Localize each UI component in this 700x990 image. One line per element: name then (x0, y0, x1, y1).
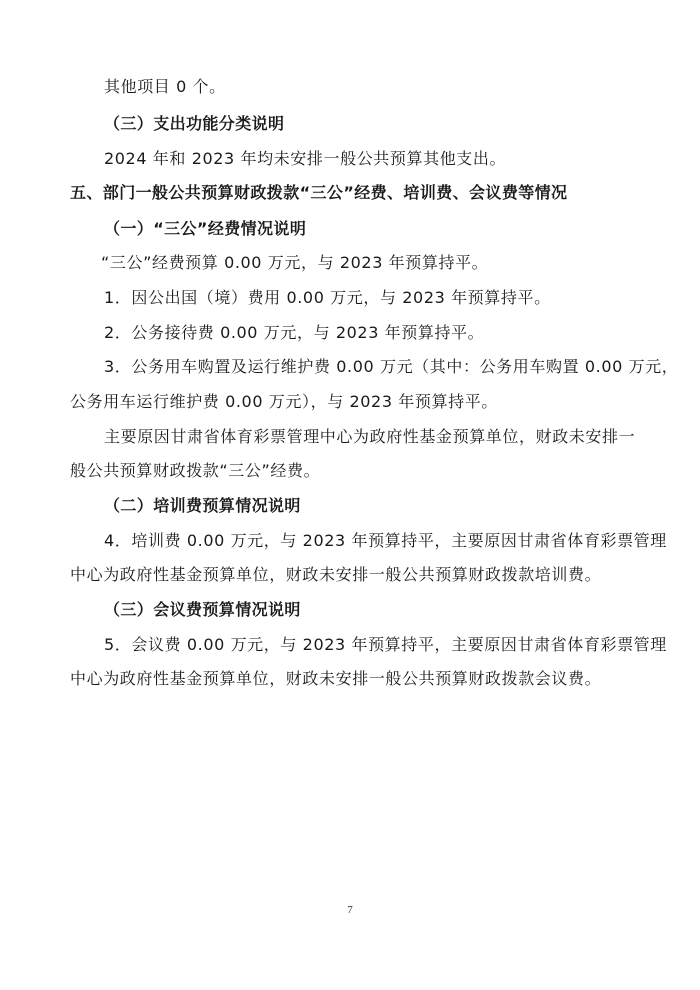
text-line-other-items: 其他项目 0 个。 (104, 77, 226, 96)
section-heading-five: 五、部门一般公共预算财政拨款“三公”经费、培训费、会议费等情况 (70, 183, 568, 202)
text-line-training-1: 4．培训费 0.00 万元，与 2023 年预算持平，主要原因甘肃省体育彩票管理 (104, 531, 667, 550)
text-line-three-public-budget: “三公”经费预算 0.00 万元，与 2023 年预算持平。 (101, 253, 489, 272)
text-line-meeting-1: 5．会议费 0.00 万元，与 2023 年预算持平，主要原因甘肃省体育彩票管理 (104, 635, 667, 654)
text-line-reception: 2．公务接待费 0.00 万元，与 2023 年预算持平。 (104, 323, 485, 342)
text-line-reason-1: 主要原因甘肃省体育彩票管理中心为政府性基金预算单位，财政未安排一 (104, 427, 636, 446)
subheading-meeting: （三）会议费预算情况说明 (104, 600, 301, 619)
page-number: 7 (347, 904, 353, 916)
subheading-training: （二）培训费预算情况说明 (104, 496, 301, 515)
text-line-vehicle-2: 公务用车运行维护费 0.00 万元），与 2023 年预算持平。 (70, 392, 498, 411)
text-line-reason-2: 般公共预算财政拨款“三公”经费。 (70, 461, 321, 480)
text-line-vehicle-1: 3．公务用车购置及运行维护费 0.00 万元（其中：公务用车购置 0.00 万元， (104, 357, 679, 376)
text-line-meeting-2: 中心为政府性基金预算单位，财政未安排一般公共预算财政拨款会议费。 (70, 669, 602, 688)
subheading-expenditure-function: （三）支出功能分类说明 (104, 114, 285, 133)
text-line-no-other-expenditure: 2024 年和 2023 年均未安排一般公共预算其他支出。 (104, 149, 507, 168)
text-line-overseas-travel: 1．因公出国（境）费用 0.00 万元，与 2023 年预算持平。 (104, 288, 551, 307)
subheading-three-public: （一）“三公”经费情况说明 (104, 219, 307, 238)
text-line-training-2: 中心为政府性基金预算单位，财政未安排一般公共预算财政拨款培训费。 (70, 565, 602, 584)
